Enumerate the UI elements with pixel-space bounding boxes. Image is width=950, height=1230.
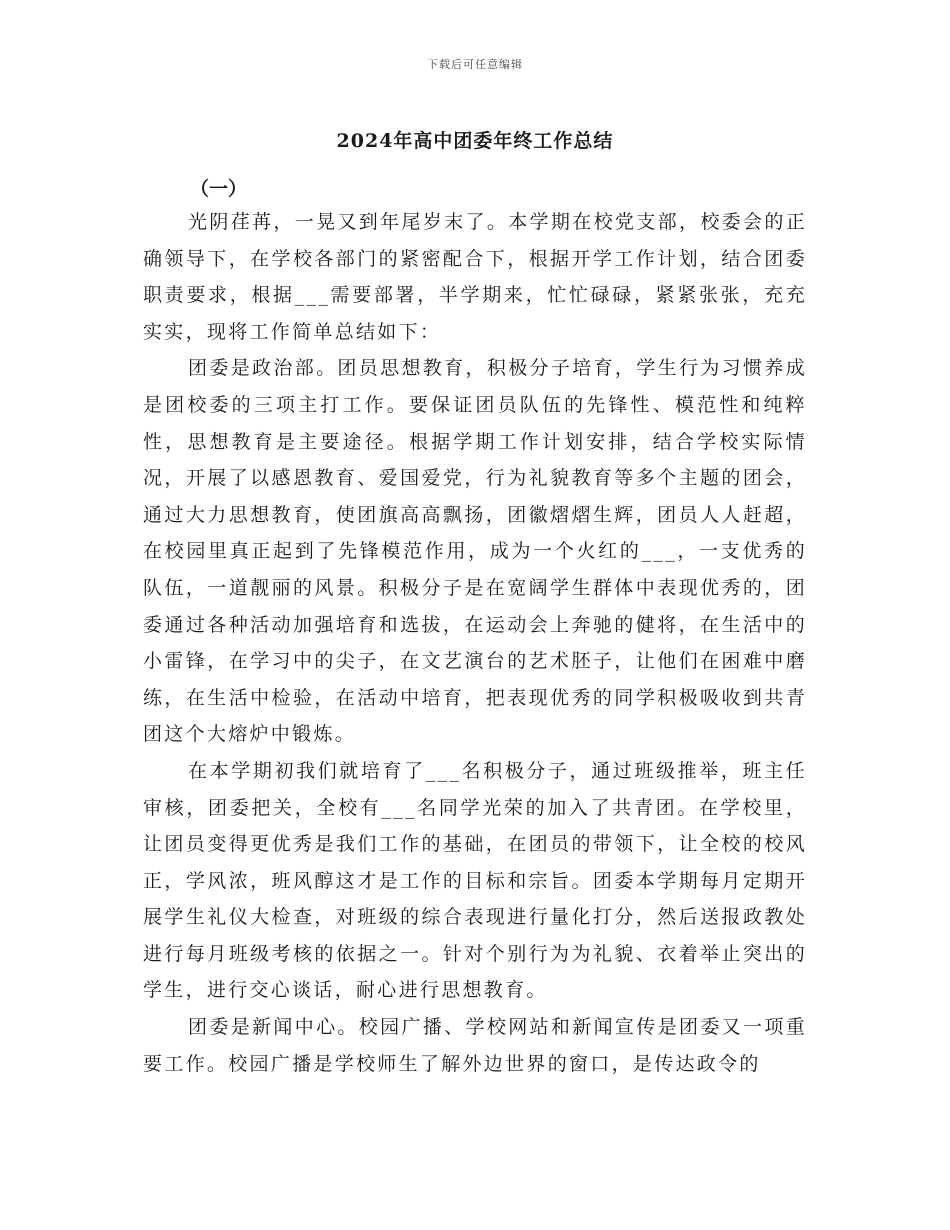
- section-label: （一）: [190, 178, 248, 200]
- page-header-note: 下载后可任意编辑: [427, 58, 523, 71]
- document-title: 2024年高中团委年终工作总结: [336, 130, 614, 152]
- paragraph-news-center: 团委是新闻中心。校园广播、学校网站和新闻宣传是团委又一项重要工作。校园广播是学校师生了解外边世界的窗口，是传达政令的: [143, 1016, 807, 1075]
- paragraph-political-work: 团委是政治部。团员思想教育，积极分子培育，学生行为习惯养成是团校委的三项主打工作。要保证团员队伍的先锋性、模范性和纯粹性，思想教育是主要途径。根据学期工作计划安排，结合学校实际情况，开展了以感恩教育、爱国爱党，行为礼貌教育等多个主题的团会，通过大力思想教育，使团旗高高飘扬，团徽熠熠生辉，团员人人赶超，在校园里真正起到了先锋模范作用，成为一个火红的___，一支优秀的队伍，一道靓丽的风景。积极分子是在宽阔学生群体中表现优秀的，团委通过各种活动加强培育和选拔，在运动会上奔驰的健将，在生活中的小雷锋，在学习中的尖子，在文艺演台的艺术胚子，让他们在困难中磨练，在生活中检验，在活动中培育，把表现优秀的同学积极吸收到共青团这个大熔炉中锻炼。: [143, 357, 807, 746]
- paragraph-intro: 光阴荏苒，一晃又到年尾岁末了。本学期在校党支部，校委会的正确领导下，在学校各部门的紧密配合下，根据开学工作计划，结合团委职责要求，根据___需要部署，半学期来，忙忙碌碌，紧紧张张，充充实实，现将工作简单总结如下：: [143, 211, 807, 343]
- paragraph-activists: 在本学期初我们就培育了___名积极分子，通过班级推举，班主任审核，团委把关，全校有___名同学光荣的加入了共青团。在学校里，让团员变得更优秀是我们工作的基础，在团员的带领下，让全校的校风正，学风浓，班风醇这才是工作的目标和宗旨。团委本学期每月定期开展学生礼仪大检查，对班级的综合表现进行量化打分，然后送报政教处进行每月班级考核的依据之一。针对个别行为为礼貌、衣着举止突出的学生，进行交心谈话，耐心进行思想教育。: [143, 759, 807, 1002]
- document-body: [143, 204, 807, 1082]
